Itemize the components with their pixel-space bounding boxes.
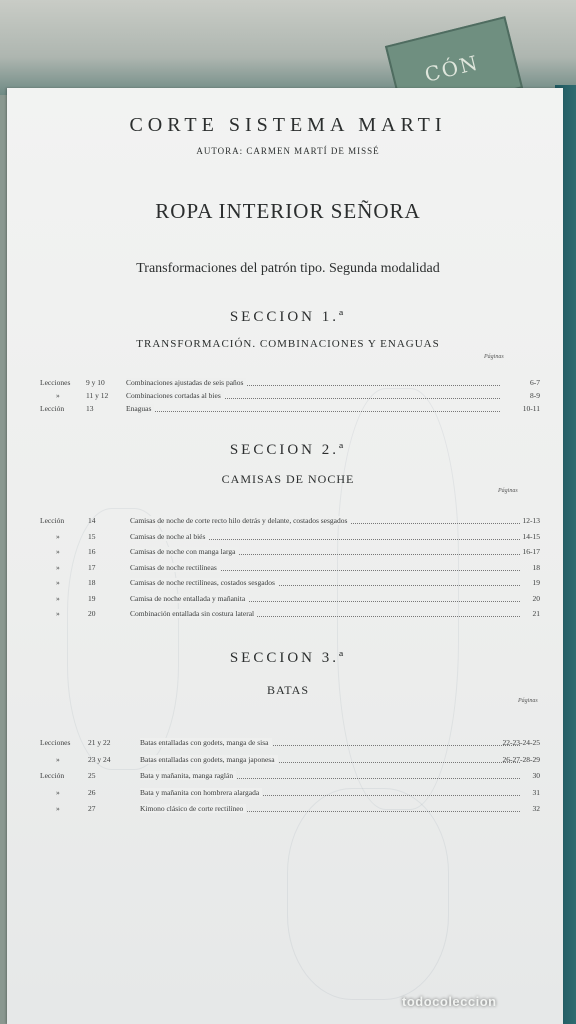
watermark-logo: todocoleccion (402, 994, 497, 1009)
lesson-title: Camisas de noche rectilíneas (130, 563, 220, 572)
page-reference: 31 (532, 787, 540, 797)
pages-column-label: Páginas (498, 488, 518, 494)
lesson-number: 9 y 10 (86, 378, 105, 387)
toc-row (40, 378, 540, 390)
lesson-number: 16 (88, 547, 96, 556)
lesson-number: 23 y 24 (88, 754, 111, 764)
page-reference: 8-9 (530, 391, 540, 400)
toc-row (40, 755, 540, 767)
toc-row (40, 516, 540, 528)
lesson-label: » (56, 547, 60, 556)
lesson-number: 11 y 12 (86, 391, 109, 400)
lesson-title: Batas entalladas con godets, manga de sisa (140, 738, 272, 747)
lesson-label: Lección (40, 404, 65, 413)
lesson-title: Kimono clásico de corte rectilíneo (140, 804, 246, 813)
page-reference: 16-17 (522, 547, 540, 556)
page-reference: 32 (532, 804, 540, 813)
stamp-text: CÓN (422, 50, 482, 87)
lesson-label: » (56, 593, 60, 603)
pages-column-label: Páginas (518, 698, 538, 704)
page-reference: 21 (532, 609, 540, 618)
section-2-subheading: CAMISAS DE NOCHE (221, 472, 355, 486)
toc-row (40, 788, 540, 800)
toc-row (40, 391, 540, 403)
toc-row (40, 532, 540, 544)
toc-row (40, 563, 540, 575)
lesson-label: » (56, 531, 60, 541)
page-reference: 18 (532, 562, 540, 572)
page-reference: 22-23-24-25 (502, 738, 540, 747)
lesson-number: 14 (88, 516, 96, 525)
lesson-title: Camisa de noche entallada y mañanita (130, 594, 248, 603)
lesson-title: Combinaciones cortadas al bies (126, 391, 224, 400)
page-reference: 10-11 (522, 404, 540, 413)
page-reference: 6-7 (530, 378, 540, 387)
lesson-label: » (56, 609, 60, 618)
lesson-title: Camisas de noche al biés (130, 532, 208, 541)
lesson-label: Lecciones (40, 738, 71, 747)
toc-row (40, 804, 540, 816)
section-3-subheading: BATAS (266, 683, 310, 697)
section-1-subheading: TRANSFORMACIÓN. COMBINACIONES Y ENAGUAS (136, 338, 440, 350)
lesson-title: Camisas de noche rectilíneas, costados sesgados (130, 578, 278, 587)
lesson-label: » (56, 578, 60, 587)
page-reference: 26-27-28-29 (502, 754, 540, 764)
lesson-title: Combinaciones ajustadas de seis paños (126, 378, 246, 387)
lesson-title: Bata y mañanita, manga raglán (140, 771, 236, 780)
lesson-label: » (56, 562, 60, 572)
page-reference: 12-13 (522, 516, 540, 525)
page-reference: 14-15 (522, 531, 540, 541)
lesson-number: 21 y 22 (88, 738, 111, 747)
toc-row (40, 404, 540, 416)
document-title: CORTE SISTEMA MARTI (129, 114, 447, 136)
leader-dots (146, 410, 500, 412)
lesson-number: 26 (88, 787, 96, 797)
toc-row (40, 771, 540, 783)
lesson-number: 25 (88, 771, 96, 780)
lesson-number: 20 (88, 609, 96, 618)
page-reference: 30 (532, 771, 540, 780)
toc-row (40, 578, 540, 590)
lesson-number: 15 (88, 531, 96, 541)
section-2-heading: SECCION 2.ª (229, 442, 347, 458)
lesson-title: Combinación entallada sin costura lateral (130, 609, 257, 618)
lesson-number: 18 (88, 578, 96, 587)
page-reference: 19 (532, 578, 540, 587)
lesson-title: Camisas de noche de corte recto hilo detrás y delante, costados sesgados (130, 516, 350, 525)
toc-row (40, 609, 540, 621)
lesson-number: 13 (86, 404, 94, 413)
lesson-title: Enaguas (126, 404, 154, 413)
lesson-number: 19 (88, 593, 96, 603)
toc-row (40, 738, 540, 750)
toc-row (40, 547, 540, 559)
lesson-label: » (56, 804, 60, 813)
lesson-title: Bata y mañanita con hombrera alargada (140, 788, 262, 797)
section-3-heading: SECCION 3.ª (229, 650, 347, 666)
lesson-number: 27 (88, 804, 96, 813)
lesson-label: Lección (40, 516, 65, 525)
subject-heading: ROPA INTERIOR SEÑORA (155, 199, 421, 223)
lesson-label: Lecciones (40, 378, 71, 387)
lesson-number: 17 (88, 562, 96, 572)
lesson-title: Batas entalladas con godets, manga japonesa (140, 755, 278, 764)
faint-sketch (287, 788, 449, 1000)
page-reference: 20 (532, 593, 540, 603)
author-line: AUTORA: CARMEN MARTÍ DE MISSÉ (196, 146, 380, 156)
toc-row (40, 594, 540, 606)
lesson-label: » (56, 754, 60, 764)
lesson-label: » (56, 787, 60, 797)
section-1-heading: SECCION 1.ª (229, 309, 347, 325)
lesson-title: Camisas de noche con manga larga (130, 547, 238, 556)
lesson-label: » (56, 391, 60, 400)
lesson-label: Lección (40, 771, 65, 780)
subtitle-line: Transformaciones del patrón tipo. Segunda modalidad (136, 261, 440, 276)
pages-column-label: Páginas (484, 354, 504, 360)
